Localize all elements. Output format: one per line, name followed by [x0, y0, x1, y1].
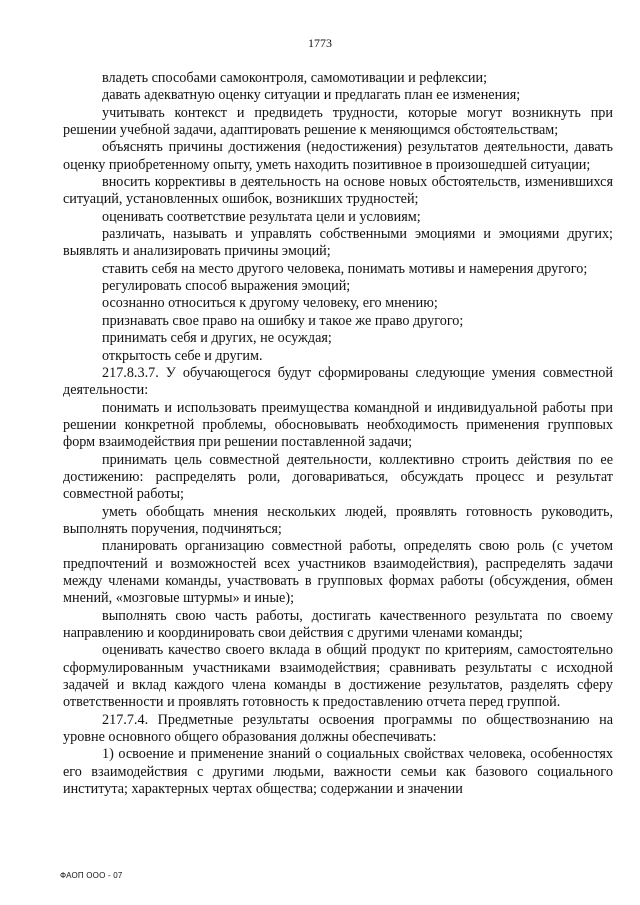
paragraph: владеть способами самоконтроля, самомотивации и рефлексии;	[102, 70, 488, 86]
footer-code: ФАОП ООО - 07	[60, 871, 123, 880]
paragraph: принимать себя и других, не осуждая;	[102, 330, 332, 347]
paragraph: оценивать соответствие результата цели и условиям;	[102, 208, 421, 225]
paragraph: принимать цель совместной деятельности, коллективно строить действия по ее достижению: распределять роли, договариваться, обсуждать процесс и результат совместной работы;	[63, 451, 613, 503]
document-body	[63, 70, 613, 798]
paragraph: оценивать качество своего вклада в общий продукт по критериям, самостоятельно сформулированным участниками взаимодействия; сравнивать результаты с исходной задачей и вклад каждого члена команды в достижение результатов, разделять сферу ответственности и проявлять готовность к предоставлению отчета перед группой.	[63, 642, 613, 711]
paragraph: открытость себе и другим.	[102, 347, 263, 364]
paragraph: давать адекватную оценку ситуации и предлагать план ее изменения;	[102, 87, 521, 104]
section-heading-paragraph: 217.8.3.7. У обучающегося будут сформированы следующие умения совместной деятельности:	[63, 364, 613, 399]
paragraph: регулировать способ выражения эмоций;	[102, 278, 351, 295]
paragraph: осознанно относиться к другому человеку, его мнению;	[102, 295, 438, 312]
paragraph: различать, называть и управлять собственными эмоциями и эмоциями других; выявлять и анализировать причины эмоций;	[63, 226, 613, 260]
paragraph: выполнять свою часть работы, достигать качественного результата по своему направлению и координировать свои действия с другими членами команды;	[63, 607, 613, 641]
paragraph: объяснять причины достижения (недостижения) результатов деятельности, давать оценку приобретенному опыту, уметь находить позитивное в произошедшей ситуации;	[63, 139, 613, 173]
paragraph: признавать свое право на ошибку и такое же право другого;	[102, 312, 464, 329]
paragraph: ставить себя на место другого человека, понимать мотивы и намерения другого;	[102, 260, 588, 277]
paragraph: уметь обобщать мнения нескольких людей, проявлять готовность руководить, выполнять поручения, подчиняться;	[63, 503, 613, 537]
paragraph: понимать и использовать преимущества командной и индивидуальной работы при решении конкретной проблемы, обосновывать необходимость применения групповых форм взаимодействия при решении поставленной задачи;	[63, 399, 613, 451]
paragraph: планировать организацию совместной работы, определять свою роль (с учетом предпочтений и возможностей всех участников взаимодействия), распределять задачи между членами команды, участвовать в групповых формах работы (обсуждения, обмен мнений, «мозговые штурмы» и иные);	[63, 538, 613, 607]
page-number: 1773	[308, 36, 332, 50]
paragraph: вносить коррективы в деятельность на основе новых обстоятельств, изменившихся ситуаций, установленных ошибок, возникших трудностей;	[63, 174, 613, 208]
paragraph: 1) освоение и применение знаний о социальных свойствах человека, особенностях его взаимодействия с другими людьми, важности семьи как базового социального института; характерных чертах общества; содержании и значении	[63, 746, 613, 798]
section-heading-paragraph: 217.7.4. Предметные результаты освоения программы по обществознанию на уровне основного общего образования должны обеспечивать:	[63, 711, 613, 746]
paragraph: учитывать контекст и предвидеть трудности, которые могут возникнуть при решении учебной задачи, адаптировать решение к меняющимся обстоятельствам;	[63, 104, 613, 139]
